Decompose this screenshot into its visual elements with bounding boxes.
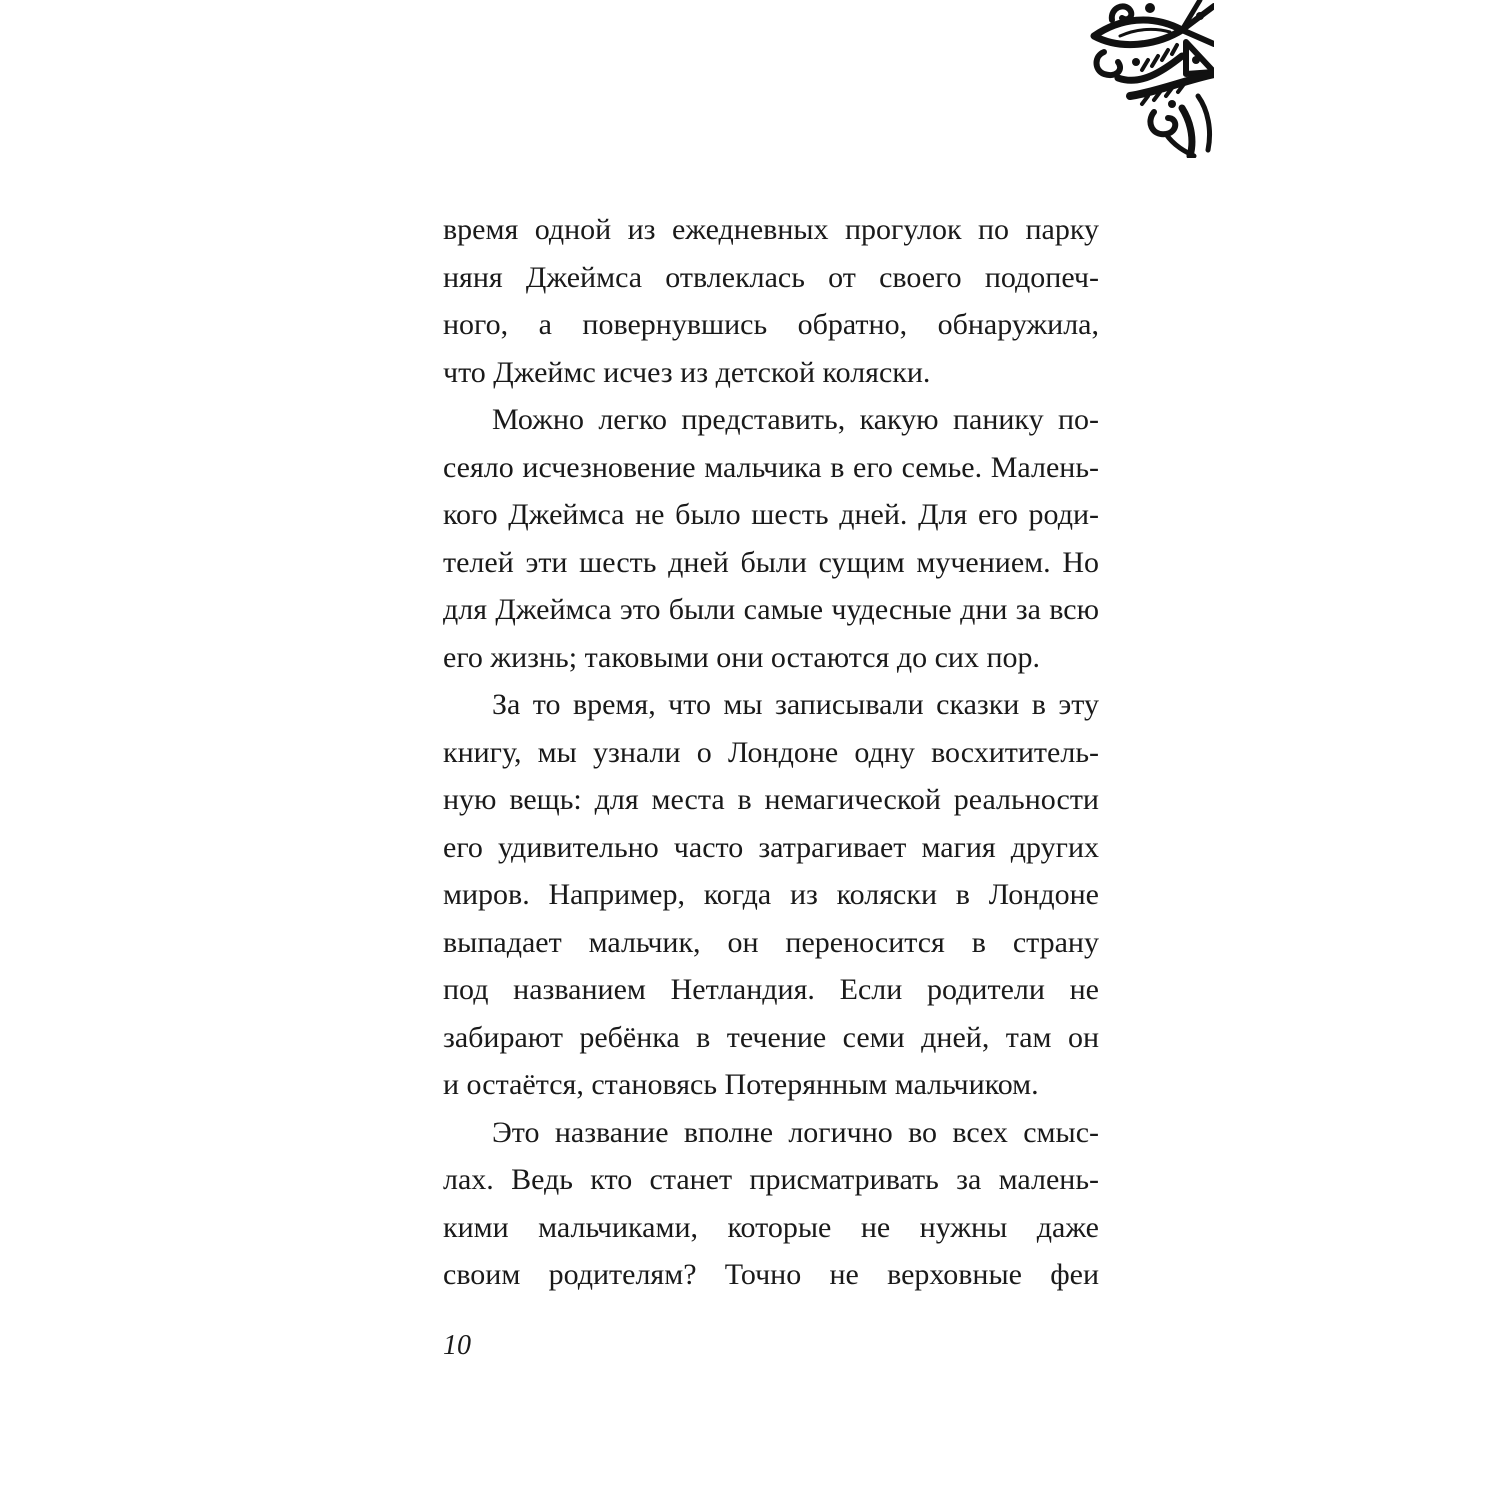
text-line: его жизнь; таковыми они остаются до сих пор. (443, 640, 1041, 674)
corner-ornament-icon (1090, 0, 1214, 158)
text-line: Это название вполне логично во всех смыс- (492, 1115, 1099, 1149)
text-line: что Джеймс исчез из детской коляски. (443, 355, 931, 389)
text-line: выпадает мальчик, он переносится в страну (443, 925, 1099, 959)
body-text (443, 206, 1099, 1299)
text-line: время одной из ежедневных прогулок по парку (443, 213, 1099, 246)
text-line: книгу, мы узнали о Лондоне одну восхититель- (443, 735, 1099, 769)
text-line: ную вещь: для места в немагической реальности (443, 783, 1099, 816)
text-line: лах. Ведь кто станет присматривать за малень- (443, 1163, 1099, 1196)
text-line: сеяло исчезновение мальчика в его семье. Малень- (443, 450, 1099, 484)
text-line: и остаётся, становясь Потерянным мальчиком. (443, 1068, 1039, 1101)
text-line: забирают ребёнка в течение семи дней, там он (443, 1020, 1099, 1054)
text-line: кого Джеймса не было шесть дней. Для его роди- (443, 498, 1099, 531)
text-line: для Джеймса это были самые чудесные дни за всю (443, 593, 1099, 626)
text-line: его удивительно часто затрагивает магия других (443, 830, 1099, 864)
text-line: няня Джеймса отвлеклась от своего подопеч- (443, 260, 1099, 294)
text-line: Можно легко представить, какую панику по- (492, 403, 1099, 436)
text-line: телей эти шесть дней были сущим мучением. Но (443, 545, 1099, 579)
text-line: под названием Нетландия. Если родители не (443, 973, 1099, 1006)
text-line: кими мальчиками, которые не нужны даже (443, 1210, 1099, 1244)
page-number: 10 (443, 1330, 471, 1361)
text-line: ного, а повернувшись обратно, обнаружила, (443, 308, 1099, 341)
text-line: миров. Например, когда из коляски в Лондоне (443, 878, 1099, 911)
text-line: За то время, что мы записывали сказки в эту (492, 688, 1099, 721)
text-line: своим родителям? Точно не верховные феи (443, 1258, 1099, 1291)
